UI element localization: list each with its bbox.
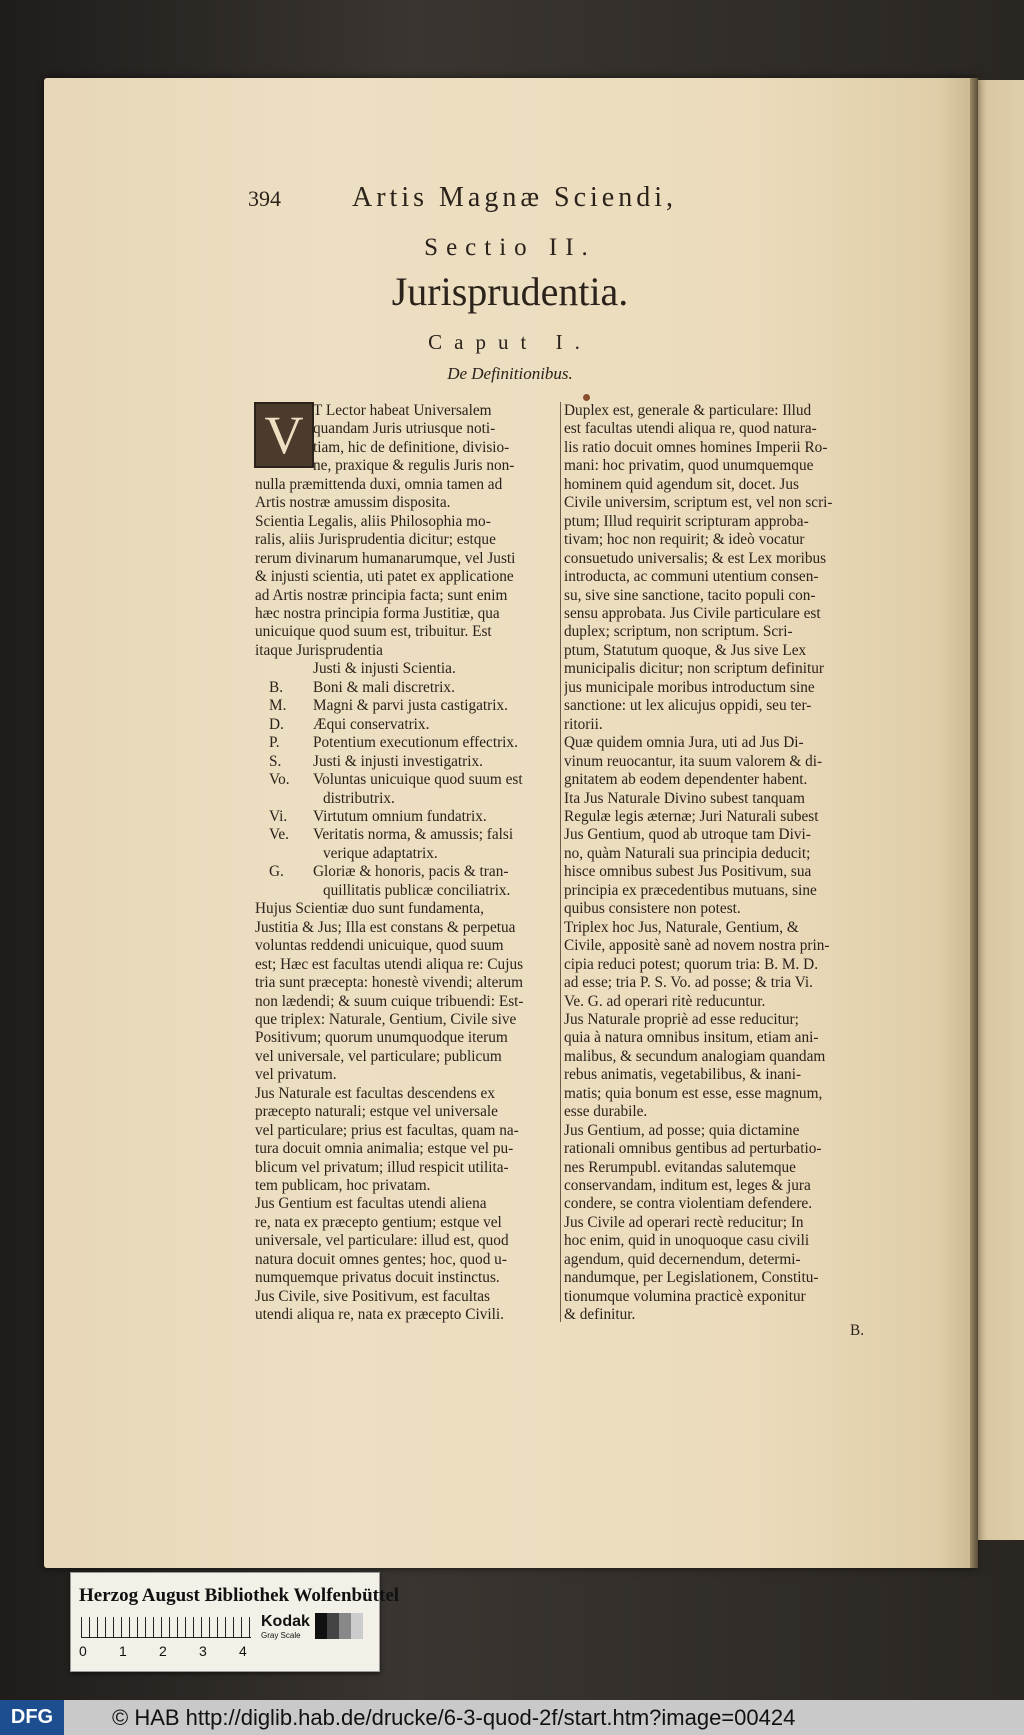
ruler-tick: 4 [239,1643,247,1659]
text-line: tem publicam, hoc privatam. [255,1177,431,1195]
list-text: Gloriæ & honoris, pacis & tran- [313,863,509,881]
text-line: duplex; scriptum, non scriptum. Scri- [564,623,793,641]
text-line: unicuique quod suum est, tribuitur. Est [255,623,492,641]
text-line: jus municipale moribus introductum sine [564,678,815,696]
footer-bar [0,1700,1024,1735]
text-line: Ita Jus Naturale Divino subest tanquam [564,789,805,807]
list-key: D. [269,715,284,733]
list-key: M. [269,697,287,715]
list-text: Boni & mali discretrix. [313,678,455,696]
list-text: Justi & injusti Scientia. [313,660,456,678]
list-item [255,826,556,844]
text-line: agendum, quid decernendum, determi- [564,1250,801,1268]
list-key: G. [269,863,284,881]
text-line: Duplex est, generale & particulare: Illud [564,402,812,419]
text-line: no, quàm Naturali sua principia deducit; [564,844,811,862]
text-line: itaque Jurisprudentia [255,641,383,659]
text-line: que triplex: Naturale, Gentium, Civile sive [255,1010,517,1028]
text-line: Justitia & Jus; Illa est constans & perpetua [255,918,516,936]
text-line: vel particulare; prius est facultas, quam na- [255,1121,519,1139]
text-line: ritorii. [564,715,603,733]
text-line: T Lector habeat Universalem [313,402,492,419]
text-line: rerum divinarum humanarumque, vel Justi [255,549,516,567]
list-text: Virtutum omnium fundatrix. [313,807,487,825]
library-name: Herzog August Bibliothek Wolfenbüttel [79,1585,400,1606]
text-line: rationali omnibus gentibus ad perturbatio- [564,1140,822,1158]
text-line: tura docuit omnia animalia; estque vel pu- [255,1140,514,1158]
text-line: nulla præmittenda duxi, omnia tamen ad [255,475,503,493]
ruler-ticks [79,1643,279,1659]
list-item [255,790,556,808]
text-line: sensu approbata. Jus Civile particulare est [564,604,821,622]
text-line: Scientia Legalis, aliis Philosophia mo- [255,512,491,530]
text-line: & injusti scientia, uti patet ex applicatione [255,568,514,586]
list-text: Voluntas unicuique quod suum est [313,771,523,789]
right-column [564,402,866,1325]
text-line: matis; quia bonum est esse, esse magnum, [564,1084,823,1102]
text-line: Civile, appositè sanè ad novem nostra prin- [564,937,830,955]
list-item [255,808,556,826]
list-item [255,679,556,697]
text-line: quibus consistere non potest. [564,900,741,918]
list-key: B. [269,678,284,696]
text-line: principia ex præcedentibus mutuans, sine [564,881,817,899]
ink-spot [583,394,590,401]
text-line: cipia reduci potest; quorum tria: B. M. D. [564,955,819,973]
text-line: non lædendi; & suum cuique tribuendi: Est- [255,992,524,1010]
text-line: Triplex hoc Jus, Naturale, Gentium, & [564,918,799,936]
list-text: Potentium executionum effectrix. [313,734,518,752]
text-line: mani: hoc privatim, quod unumquemque [564,457,814,475]
text-line: ptum, Statutum quoque, & Jus sive Lex [564,641,807,659]
text-line: est; Hæc est facultas utendi aliqua re: Cujus [255,955,524,973]
list-item [255,716,556,734]
list-item [255,863,556,881]
catchword: B. [850,1322,865,1339]
gray-patch [339,1613,351,1639]
list-text: verique adaptatrix. [323,844,438,862]
text-line: lis ratio docuit omnes homines Imperii Ro- [564,438,828,456]
text-line: conservandam, inditum est, leges & jura [564,1177,811,1195]
text-line: tivam; hoc non requirit; & ideò vocatur [564,531,805,549]
text-line: Hujus Scientiæ duo sunt fundamenta, [255,900,485,918]
text-line: Regulæ legis æternæ; Juri Naturali subest [564,807,819,825]
text-line: Jus Naturale propriè ad esse reducitur; [564,1010,799,1028]
text-line: malibus, & secundum analogiam quandam [564,1047,826,1065]
gray-patch [327,1613,339,1639]
text-line: municipalis dicitur; non scriptum definitur [564,660,825,678]
left-column [255,402,556,1325]
text-line: natura docuit omnes gentes; hoc, quod u- [255,1250,507,1268]
page-gutter [970,78,978,1568]
text-line: ralis, aliis Jurisprudentia dicitur; estque [255,531,496,549]
caput-heading: Caput I. [428,330,592,354]
running-title: Artis Magnæ Sciendi, [352,182,677,213]
ruler-tick: 3 [199,1643,207,1659]
chapter-title: Jurisprudentia. [391,269,629,314]
list-item [255,845,556,863]
text-line: vinum reuocantur, ita suum valorem & di- [564,752,823,770]
ruler-tick: 1 [119,1643,127,1659]
list-text: Magni & parvi justa castigatrix. [313,697,508,715]
ruler-tick: 2 [159,1643,167,1659]
text-line: vel privatum. [255,1066,337,1084]
text-line: gnitatem ab eodem dependenter habent. [564,771,808,789]
list-key: S. [269,752,282,770]
text-line: Artis nostræ amussim disposita. [255,494,451,512]
gray-patch [315,1613,327,1639]
text-line: quandam Juris utriusque noti- [313,420,496,438]
text-line: hæc nostra principia forma Justitiæ, qua [255,604,500,622]
drop-capital: V [254,402,314,468]
list-text: distributrix. [323,789,395,807]
definition-list [255,660,556,900]
copyright-link[interactable]: © HAB http://diglib.hab.de/drucke/6-3-quod-2f/start.htm?image=00424 [112,1705,796,1730]
list-item [255,660,556,678]
text-line: Jus Civile ad operari rectè reducitur; In [564,1213,804,1231]
page-number: 394 [248,186,281,211]
kodak-logo: Kodak [261,1613,310,1630]
text-line: & definitur. [564,1306,636,1324]
text-line: Ve. G. ad operari ritè reducuntur. [564,992,766,1010]
text-line: sanctione: ut lex alicujus oppidi, seu ter- [564,697,812,715]
text-line: hominem quid agendum sit, docet. Jus [564,475,799,493]
text-line: Jus Gentium est facultas utendi aliena [255,1195,487,1213]
list-item [255,734,556,752]
text-line: universale, vel particulare: illud est, quod [255,1232,509,1250]
column-rule [560,402,561,1322]
text-line: Jus Gentium, ad posse; quia dictamine [564,1121,800,1139]
list-key: P. [269,734,280,752]
text-line: su, sive sine sanctione, tacito populi con- [564,586,816,604]
gray-patch [351,1613,363,1639]
text-line: Civile universim, scriptum est, vel non scri- [564,494,833,512]
facing-page-edge [976,80,1024,1540]
text-line: hoc enim, quid in unoquoque casu civili [564,1232,810,1250]
text-line: utendi aliqua re, nata ex præcepto Civili. [255,1306,504,1324]
text-line: ad esse; tria P. S. Vo. ad posse; & tria Vi. [564,974,813,992]
text-line: tria sunt præcepta: honestè vivendi; alterum [255,974,524,992]
ruler [81,1617,251,1638]
list-key: Vo. [269,771,290,789]
text-line: consuetudo universalis; & est Lex moribus [564,549,827,567]
text-line: quia à natura omnibus insitum, etiam ani- [564,1029,819,1047]
text-line: tiam, hic de definitione, divisio- [313,438,510,456]
text-line: Jus Civile, sive Positivum, est facultas [255,1287,490,1305]
color-scale-label [70,1572,400,1672]
left-paragraph-2 [255,900,556,1324]
text-line: ad Artis nostræ principia facta; sunt enim [255,586,508,604]
section-heading: Sectio II. [424,234,596,261]
list-item [255,753,556,771]
text-line: voluntas reddendi unicuique, quod suum [255,937,504,955]
text-line: Jus Gentium, quod ab utroque tam Divi- [564,826,811,844]
text-line: Positivum; quorum unumquodque iterum [255,1029,508,1047]
text-line: vel universale, vel particulare; publicum [255,1047,502,1065]
text-line: Quæ quidem omnia Jura, uti ad Jus Di- [564,734,804,752]
text-line: re, nata ex præcepto gentium; estque vel [255,1213,502,1231]
subtitle: De Definitionibus. [447,364,573,383]
ruler-tick: 0 [79,1643,87,1659]
text-line: esse durabile. [564,1103,648,1121]
text-line: condere, se contra violentiam defendere. [564,1195,813,1213]
text-line: tionumque volumina practicè exponitur [564,1287,806,1305]
dfg-logo: DFG [0,1700,64,1735]
list-item [255,771,556,789]
list-key: Ve. [269,826,289,844]
text-line: blicum vel privatum; illud respicit utilita- [255,1158,509,1176]
text-line: introducta, ac communi utentium consen- [564,568,819,586]
text-line: ne, praxique & regulis Juris non- [313,457,515,475]
text-line: rebus animatis, vegetabilibus, & inani- [564,1066,802,1084]
list-key: Vi. [269,807,288,825]
left-paragraph-1 [255,476,556,661]
text-line: nandumque, per Legislationem, Constitu- [564,1269,819,1287]
list-text: Veritatis norma, & amussis; falsi [313,826,514,844]
list-text: quillitatis publicæ conciliatrix. [323,881,511,899]
gray-scale-caption: Gray Scale [261,1631,301,1640]
text-line: numquemque privatus docuit instinctus. [255,1269,500,1287]
text-line: Jus Naturale est facultas descendens ex [255,1084,495,1102]
text-line: est facultas utendi aliqua re, quod natura- [564,420,817,438]
text-line: nes Rerumpubl. evitandas salutemque [564,1158,796,1176]
text-line: hisce omnibus subest Jus Positivum, sua [564,863,812,881]
text-line: præcepto naturali; estque vel universale [255,1103,498,1121]
text-line: ptum; Illud requirit scripturam approba- [564,512,809,530]
list-text: Justi & injusti investigatrix. [313,752,483,770]
list-item [255,882,556,900]
list-text: Æqui conservatrix. [313,715,430,733]
list-item [255,697,556,715]
